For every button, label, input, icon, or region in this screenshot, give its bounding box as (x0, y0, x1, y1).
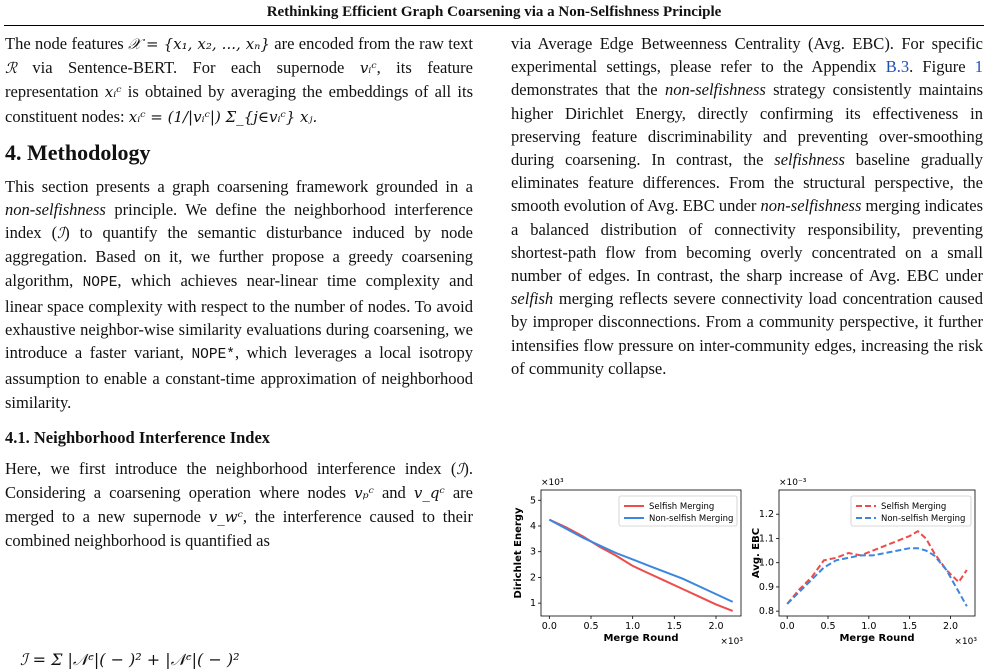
chart-1-legend-label-1: Non-selfish Merging (881, 514, 966, 524)
chart-1-x-tick-label: 1.5 (902, 621, 918, 632)
appendix-link[interactable]: B.3 (885, 57, 910, 77)
results-paragraph: via Average Edge Betweenness Centrality (Avg. EBC). For specific experimental settings, please refer to the Appendix B.3. Figure 1 demonstrates that the non-selfishness strategy consistently maintains higher Dirichlet Energy, directly confirming its effectiveness in preserving feature discriminability and preventing over-smoothing during coarsening. In contrast, the selfishness baseline gradually eliminates feature differences. From the structural perspective, the smooth evolution of Avg. EBC under non-selfishness merging indicates a balanced distribution of connectivity responsibility, preventing shortest-path flow from becoming overly concentrated on a small number of edges. In contrast, the sharp increase of Avg. EBC under selfish merging reflects severe connectivity load concentration caused by improper disconnections. From a community perspective, it further intensifies flow pressure on inter-community edges, increasing the risk of community collapse. (511, 34, 984, 378)
figure-charts (511, 470, 987, 666)
chart-0-x-tick-label: 1.5 (666, 621, 682, 632)
chart-1-y-tick-label: 0.9 (758, 581, 774, 593)
chart-1-x-tick-label: 0.5 (820, 621, 836, 632)
chart-0-x-axis-label: Merge Round (603, 633, 679, 644)
figure-link[interactable]: 1 (974, 57, 983, 77)
equation-partial: ℐ = Σ |𝒩ᶜ|( − )² + |𝒩ᶜ|( − )² (20, 650, 240, 669)
left-column (5, 32, 473, 553)
chart-0-y-tick-label: 1 (529, 598, 536, 610)
chart-0-y-tick-label: 2 (529, 572, 536, 584)
methodology-paragraph: This section presents a graph coarsening framework grounded in a non-selfishness principle. We define the neighborhood interference index (ℐ) to quantify the semantic disturbance induced by node aggregation. Based on it, we further propose a greedy coarsening algorithm, NOPE, which achieves near-linear time complexity and linear space complexity with respect to the number of nodes. To avoid exhaustive neighbor-wise similarity evaluations during coarsening, we introduce a faster variant, NOPE*, which leverages a local isotropy assumption to enable a constant-time approximation of neighborhood similarity. (5, 176, 474, 412)
chart-1-y-tick-label: 0.8 (758, 606, 774, 618)
chart-1-x-tick-label: 1.0 (861, 621, 877, 632)
chart-1-x-multiplier: ×10³ (954, 637, 977, 647)
chart-0-x-tick-label: 1.0 (625, 621, 641, 632)
chart-1-y-multiplier: ×10⁻³ (779, 478, 807, 488)
chart-0-series-1-line (549, 520, 732, 602)
chart-1-x-axis-label: Merge Round (839, 633, 915, 644)
chart-0-y-tick-label: 5 (529, 495, 536, 507)
chart-1-series-1-line (787, 548, 967, 606)
chart-0-y-tick-label: 3 (529, 546, 536, 558)
chart-0-y-multiplier: ×10³ (541, 478, 564, 488)
chart-0-x-multiplier: ×10³ (720, 637, 743, 647)
chart-0-legend-label-1: Non-selfish Merging (649, 514, 734, 524)
chart-1-y-axis-label: Avg. EBC (751, 527, 762, 579)
chart-1-y-tick-label: 1.1 (758, 533, 774, 545)
chart-0-x-tick-label: 0.5 (583, 621, 599, 632)
right-column (511, 32, 983, 380)
subsection-title: 4.1. Neighborhood Interference Index (5, 427, 271, 447)
chart-1-series-0-line (787, 531, 967, 604)
chart-1-legend-label-0: Selfish Merging (881, 502, 947, 512)
section-title: 4. Methodology (5, 139, 151, 165)
chart-0-x-tick-label: 0.0 (541, 621, 557, 632)
chart-0-legend-label-0: Selfish Merging (649, 502, 715, 512)
header-rule (4, 25, 984, 26)
chart-1-y-tick-label: 1.0 (758, 557, 774, 569)
running-head: Rethinking Efficient Graph Coarsening via a Non-Selfishness Principle (266, 4, 722, 20)
figure-svg (511, 470, 987, 666)
chart-1-x-tick-label: 2.0 (942, 621, 959, 632)
chart-1-y-tick-label: 1.2 (758, 509, 774, 521)
chart-0-y-axis-label: Dirichlet Energy (513, 507, 524, 599)
interference-paragraph: Here, we first introduce the neighborhood interference index (ℐ). Considering a coarsening operation where nodes vₚᶜ and v_qᶜ are merged to a new supernode v_wᶜ, the interference caused to their combined neighborhood is quantified as (5, 458, 474, 551)
intro-paragraph: The node features 𝒳 = {x₁, x₂, ..., xₙ} are encoded from the raw text ℛ via Sentence-BERT. For each supernode vᵢᶜ, its feature representation xᵢᶜ is obtained by averaging the embeddings of all its constituent nodes: xᵢᶜ = (1/|vᵢᶜ|) Σ_{j∈vᵢᶜ} xⱼ. (5, 34, 473, 126)
chart-0-x-tick-label: 2.0 (708, 621, 724, 632)
chart-0-y-tick-label: 4 (529, 521, 536, 532)
chart-1-x-tick-label: 0.0 (779, 621, 795, 632)
